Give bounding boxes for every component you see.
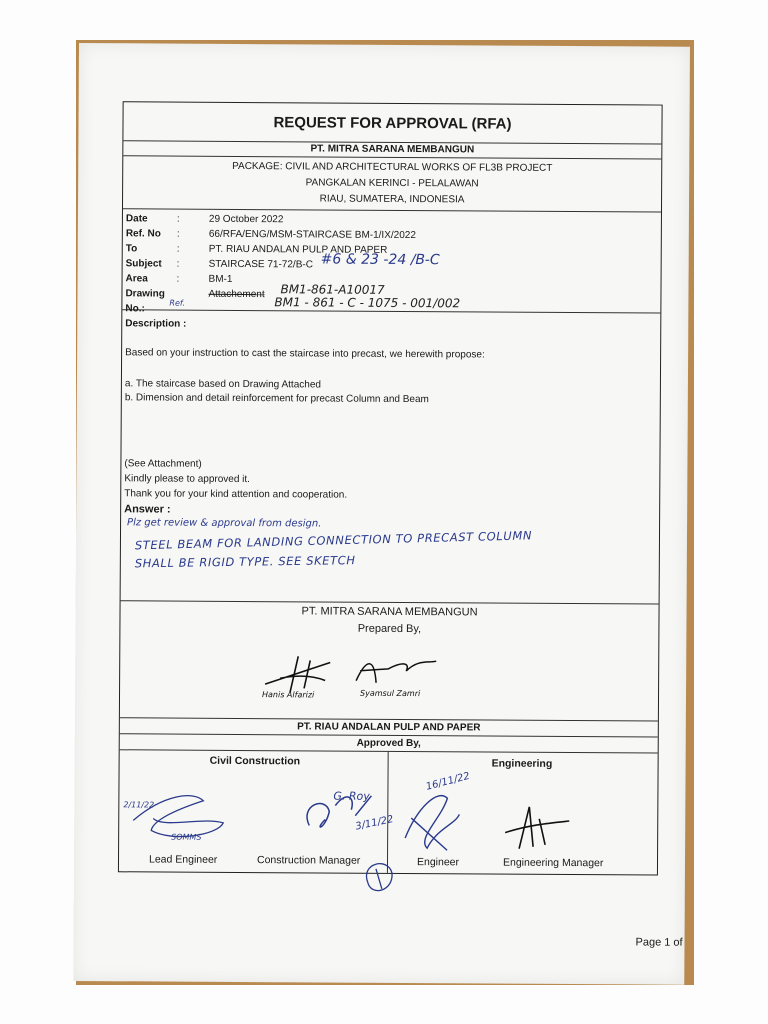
engineering-manager-label: Engineering Manager bbox=[502, 856, 604, 870]
form-title bbox=[123, 102, 661, 144]
preparer-name-2: Syamsul Zamri bbox=[360, 688, 421, 699]
description-block bbox=[121, 310, 661, 604]
construction-manager-date: 3/11/22 bbox=[354, 814, 395, 833]
colon: : bbox=[176, 213, 180, 225]
date-value: 29 October 2022 bbox=[208, 213, 284, 226]
drawing-label: Drawing No.: bbox=[125, 288, 165, 315]
area-label: Area bbox=[125, 273, 148, 285]
ref-row bbox=[126, 226, 416, 243]
date-label: Date bbox=[125, 213, 148, 225]
answer-handwritten-line-2: STEEL BEAM FOR LANDING CONNECTION TO PRECAST COLUMN bbox=[134, 528, 533, 553]
engineering-heading: Engineering bbox=[491, 757, 553, 770]
answer-handwritten-line-1: Plz get review & approval from design. bbox=[127, 517, 322, 530]
subject-handwritten-addition: #6 & 23 -24 /B-C bbox=[320, 251, 440, 269]
lead-engineer-date: 2/11/22 bbox=[123, 800, 155, 810]
drawing-handwritten-ref: Ref. bbox=[169, 298, 186, 308]
to-label: To bbox=[125, 243, 138, 255]
colon: : bbox=[176, 243, 180, 255]
answer-handwritten-line-3: SHALL BE RIGID TYPE. SEE SKETCH bbox=[134, 553, 356, 571]
description-intro: Based on your instruction to cast the staircase into precast, we herewith propose: bbox=[125, 347, 485, 361]
construction-manager-hand-name: G. Roy bbox=[333, 789, 370, 803]
engineer-date: 16/11/22 bbox=[424, 770, 472, 793]
approved-label: Approved By, bbox=[120, 734, 658, 753]
rfa-form bbox=[118, 101, 663, 875]
preparer-name-1: Hanis Alfarizi bbox=[261, 690, 315, 700]
lead-engineer-label: Lead Engineer bbox=[148, 853, 218, 866]
subject-label: Subject bbox=[125, 258, 162, 270]
answer-label: Answer : bbox=[124, 503, 171, 516]
colon: : bbox=[176, 258, 180, 270]
package-line: PACKAGE: CIVIL AND ARCHITECTURAL WORKS OF FL3B PROJECT bbox=[232, 160, 553, 174]
prepared-company: PT. MITRA SARANA MEMBANGUN bbox=[301, 605, 478, 619]
lead-engineer-hand-name: SOMMS bbox=[171, 832, 202, 842]
subject-value: STAIRCASE 71-72/B-C bbox=[208, 258, 313, 271]
see-attachment: (See Attachment) bbox=[124, 458, 202, 470]
rfa-document-sheet bbox=[73, 43, 690, 985]
ref-value: 66/RFA/ENG/MSM-STAIRCASE BM-1/IX/2022 bbox=[208, 228, 416, 242]
initials-scribble bbox=[358, 853, 402, 899]
engineer-label: Engineer bbox=[416, 856, 460, 869]
drawing-handwritten-number-1: BM1-861-A10017 bbox=[280, 282, 385, 297]
description-heading: Description : bbox=[125, 318, 187, 330]
colon: : bbox=[176, 273, 180, 285]
prepared-label: Prepared By, bbox=[357, 622, 422, 636]
location-line: PANGKALAN KERINCI - PELALAWAN bbox=[305, 177, 479, 190]
subject-row bbox=[126, 256, 313, 272]
description-item-a: a. The staircase based on Drawing Attached bbox=[124, 378, 321, 391]
contractor-name: PT. MITRA SARANA MEMBANGUN bbox=[123, 141, 661, 159]
thanks-note: Thank you for your kind attention and cooperation. bbox=[124, 488, 348, 501]
construction-manager-label: Construction Manager bbox=[256, 854, 361, 867]
ref-label: Ref. No bbox=[125, 228, 161, 240]
description-item-b: b. Dimension and detail reinforcement for precast Column and Beam bbox=[124, 392, 429, 406]
area-row bbox=[126, 271, 233, 287]
civil-construction-heading: Civil Construction bbox=[209, 754, 301, 768]
form-title-text: REQUEST FOR APPROVAL (RFA) bbox=[273, 113, 512, 133]
package-block bbox=[123, 156, 661, 212]
preparer-signature-2 bbox=[348, 653, 443, 694]
preparer-signature-1 bbox=[260, 654, 340, 694]
region-line: RIAU, SUMATERA, INDONESIA bbox=[319, 193, 465, 206]
meta-block bbox=[122, 209, 661, 313]
drawing-handwritten-number-2: BM1 - 861 - C - 1075 - 001/002 bbox=[274, 295, 461, 311]
approver-company: PT. RIAU ANDALAN PULP AND PAPER bbox=[120, 718, 658, 737]
prepared-block bbox=[120, 601, 659, 721]
drawing-attachment-struck: Attachement bbox=[208, 288, 265, 301]
colon: : bbox=[176, 228, 180, 240]
lead-engineer-signature bbox=[123, 790, 233, 851]
area-value: BM-1 bbox=[208, 273, 233, 285]
date-row bbox=[126, 211, 284, 227]
kindly-note: Kindly please to approved it. bbox=[124, 473, 251, 486]
engineering-manager-signature bbox=[499, 799, 579, 855]
page-number: Page 1 of bbox=[635, 936, 683, 949]
to-value: PT. RIAU ANDALAN PULP AND PAPER bbox=[208, 243, 388, 256]
